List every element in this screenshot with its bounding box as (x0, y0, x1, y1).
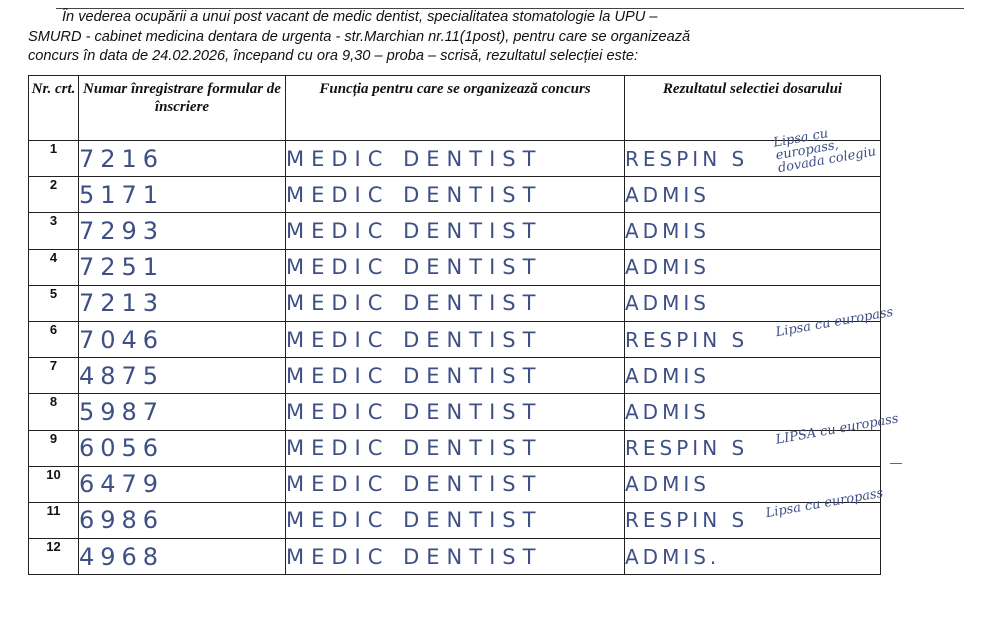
header-nr: Nr. crt. (29, 76, 79, 141)
row-number-text: 12 (46, 539, 61, 555)
row-number-text: 1 (49, 141, 58, 156)
table-row (29, 285, 881, 321)
registration-number-text: 5987 (79, 397, 165, 426)
position-title (286, 430, 625, 466)
table-row (29, 394, 881, 430)
position-title (286, 466, 625, 502)
intro-line-1: În vederea ocupării a unui post vacant de medic dentist, specialitatea stomatologie la UPU – (62, 9, 658, 25)
table-row (29, 321, 881, 357)
selection-result (625, 177, 881, 213)
row-number (29, 285, 79, 321)
row-number (29, 539, 79, 575)
position-title-text: MEDIC DENTIST (286, 472, 543, 497)
table-row (29, 213, 881, 249)
position-title-text: MEDIC DENTIST (286, 182, 543, 207)
position-title (286, 358, 625, 394)
row-number (29, 502, 79, 538)
selection-result-text: ADMIS (625, 472, 710, 497)
result-note: Lipsa cu europass (764, 485, 885, 522)
registration-number-text: 7046 (79, 325, 165, 354)
position-title-text: MEDIC DENTIST (286, 255, 543, 280)
registration-number-text: 7293 (79, 216, 165, 245)
intro-line-2: SMURD - cabinet medicina dentara de urgenta - str.Marchian nr.11(1post), pentru care se organizează (28, 28, 691, 45)
table-row (29, 502, 881, 538)
position-title (286, 177, 625, 213)
position-title (286, 141, 625, 177)
position-title-text: MEDIC DENTIST (286, 363, 543, 388)
header-functia: Funcția pentru care se organizează concurs (286, 76, 625, 141)
row-number (29, 358, 79, 394)
registration-number (79, 430, 286, 466)
row-number (29, 321, 79, 357)
margin-dash (890, 463, 902, 464)
registration-number-text: 7251 (79, 253, 165, 282)
registration-number (79, 249, 286, 285)
row-number (29, 394, 79, 430)
intro-line-3: concurs în data de 24.02.2026, începand cu ora 9,30 – proba – scrisă, rezultatul selecției este: (28, 48, 639, 64)
position-title (286, 321, 625, 357)
position-title-text: MEDIC DENTIST (286, 291, 543, 316)
position-title (286, 502, 625, 538)
registration-number-text: 7213 (79, 289, 165, 318)
result-note: Lipsa cu europass (774, 304, 895, 341)
selection-result (625, 304, 895, 357)
position-title-text: MEDIC DENTIST (286, 399, 543, 424)
registration-number (79, 539, 286, 575)
selection-result-text: RESPIN S (625, 327, 749, 352)
selection-result-text: ADMIS (625, 363, 710, 388)
row-number (29, 249, 79, 285)
result-note: LIPSA cu europass (774, 410, 900, 448)
position-title-text: MEDIC DENTIST (286, 146, 543, 171)
selection-result (625, 539, 881, 575)
table-row (29, 466, 881, 502)
row-number (29, 430, 79, 466)
position-title-text: MEDIC DENTIST (286, 436, 543, 461)
row-number-text: 10 (46, 466, 61, 482)
selection-result (625, 485, 885, 538)
registration-number (79, 358, 286, 394)
table-row (29, 177, 881, 213)
row-number-text: 2 (49, 177, 58, 193)
position-title (286, 249, 625, 285)
table-header-row (29, 76, 881, 141)
row-number-text: 9 (49, 430, 58, 446)
row-number-text: 7 (49, 358, 58, 374)
row-number-text: 4 (49, 249, 58, 265)
row-number-text: 5 (49, 285, 58, 301)
registration-number (79, 213, 286, 249)
position-title-text: MEDIC DENTIST (286, 218, 543, 243)
selection-result-text: RESPIN S (625, 508, 749, 533)
row-number (29, 177, 79, 213)
position-title (286, 539, 625, 575)
selection-result-text: ADMIS (625, 255, 710, 280)
registration-number (79, 502, 286, 538)
registration-number-text: 5171 (79, 180, 165, 209)
registration-number (79, 466, 286, 502)
table-row (29, 141, 881, 177)
position-title (286, 285, 625, 321)
selection-result (625, 358, 881, 394)
registration-number (79, 321, 286, 357)
row-number-text: 8 (49, 394, 58, 410)
row-number-text: 11 (46, 502, 61, 518)
selection-result (625, 126, 881, 177)
position-title (286, 213, 625, 249)
selection-result-text: ADMIS (625, 291, 710, 316)
selection-result-text: RESPIN S (625, 146, 749, 171)
row-number-text: 6 (49, 321, 58, 337)
position-title (286, 394, 625, 430)
intro-paragraph (28, 8, 988, 67)
row-number (29, 213, 79, 249)
table-row (29, 358, 881, 394)
registration-number-text: 4968 (79, 542, 165, 571)
selection-result (625, 213, 881, 249)
selection-result-text: ADMIS. (625, 544, 721, 569)
selection-result (625, 249, 881, 285)
registration-number-text: 4875 (79, 361, 165, 390)
header-rezultat: Rezultatul selectiei dosarului (625, 76, 881, 141)
row-number-text: 3 (49, 213, 58, 229)
table-row (29, 539, 881, 575)
result-note: Lipsa cu europass, dovada colegiu (772, 126, 878, 177)
registration-number (79, 394, 286, 430)
selection-results-table (28, 75, 900, 575)
header-numar: Numar înregistrare formular de înscriere (79, 76, 286, 141)
table-row (29, 249, 881, 285)
position-title-text: MEDIC DENTIST (286, 508, 543, 533)
registration-number (79, 285, 286, 321)
registration-number-text: 6479 (79, 470, 165, 499)
registration-number-text: 6056 (79, 434, 165, 463)
selection-result-text: RESPIN S (625, 436, 749, 461)
selection-result-text: ADMIS (625, 182, 710, 207)
registration-number (79, 141, 286, 177)
position-title-text: MEDIC DENTIST (286, 544, 543, 569)
registration-number-text: 6986 (79, 506, 165, 535)
table-row (29, 430, 881, 466)
registration-number (79, 177, 286, 213)
registration-number-text: 7216 (79, 144, 165, 173)
table-body (29, 126, 900, 575)
row-number (29, 141, 79, 177)
selection-result-text: ADMIS (625, 399, 710, 424)
position-title-text: MEDIC DENTIST (286, 327, 543, 352)
selection-result-text: ADMIS (625, 218, 710, 243)
row-number (29, 466, 79, 502)
